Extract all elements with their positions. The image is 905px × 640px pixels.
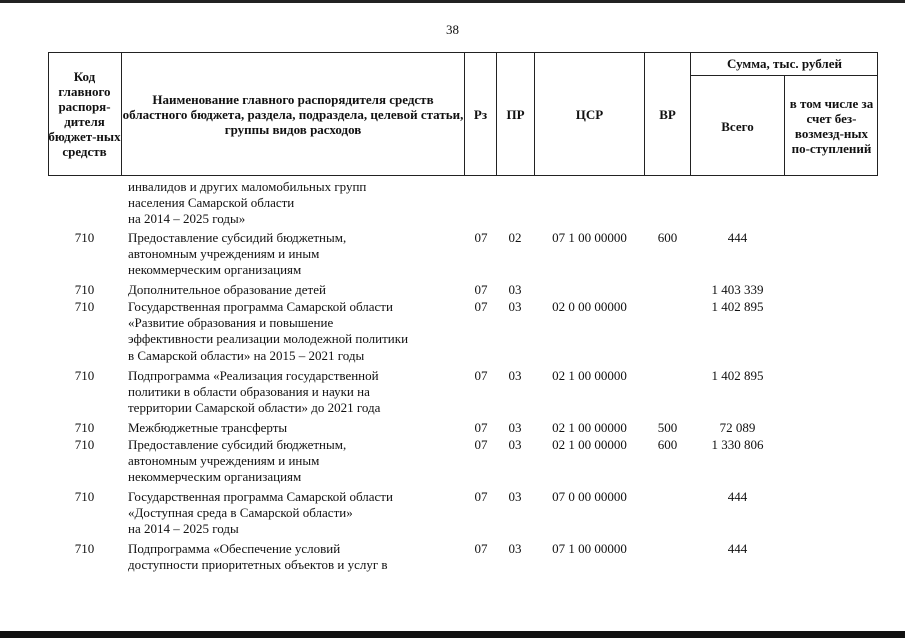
cell-rz: 07 — [474, 368, 488, 383]
cell-pr: 03 — [508, 368, 522, 383]
cell-name: Предоставление субсидий бюджетным, автономным учреждениям и иным некоммерческим организациям — [128, 437, 347, 485]
cell-name: Подпрограмма «Обеспечение условий доступности приоритетных объектов и услуг в — [128, 541, 388, 573]
cell-pr: 03 — [508, 299, 522, 314]
cell-csr: 02 0 00 00000 — [552, 299, 627, 314]
cell-rz: 07 — [474, 299, 488, 314]
cell-rz: 07 — [474, 282, 488, 297]
cell-rz: 07 — [474, 230, 488, 245]
cell-kod: 710 — [74, 368, 95, 383]
header-name: Наименование главного распорядителя средств областного бюджета, раздела, подраздела, целевой статьи, группы видов расходов — [122, 91, 464, 137]
cell-pr: 03 — [508, 282, 522, 297]
cell-vr: 500 — [657, 420, 678, 435]
cell-total: 444 — [727, 541, 748, 556]
cell-pr: 02 — [508, 230, 522, 245]
cell-kod: 710 — [74, 299, 95, 314]
cell-kod: 710 — [74, 489, 95, 504]
cell-vr: 600 — [657, 437, 678, 452]
cell-csr: 02 1 00 00000 — [552, 437, 627, 452]
page-number: 38 — [446, 22, 459, 37]
cell-rz: 07 — [474, 489, 488, 504]
cell-name: Предоставление субсидий бюджетным, автономным учреждениям и иным некоммерческим организациям — [128, 230, 347, 278]
cell-total: 72 089 — [719, 420, 756, 435]
cell-total: 1 330 806 — [711, 437, 764, 452]
header-pr: ПР — [506, 106, 525, 122]
cell-name: Подпрограмма «Реализация государственной политики в области образования и науки на территории Самарской области» до 2021 года — [128, 368, 381, 416]
cell-vr: 600 — [657, 230, 678, 245]
header-kod: Код главного распоря-дителя бюджет-ных средств — [48, 69, 121, 159]
cell-total: 1 402 895 — [711, 368, 764, 383]
cell-kod: 710 — [74, 437, 95, 452]
header-csr: ЦСР — [575, 106, 604, 122]
cell-rz: 07 — [474, 420, 488, 435]
cell-csr: 07 0 00 00000 — [552, 489, 627, 504]
cell-csr: 02 1 00 00000 — [552, 368, 627, 383]
cell-total: 1 402 895 — [711, 299, 764, 314]
header-vr: ВР — [659, 106, 676, 122]
cell-total: 444 — [727, 489, 748, 504]
cell-name: Межбюджетные трансферты — [128, 420, 288, 435]
top-edge — [0, 0, 905, 3]
header-including: в том числе за счет без-возмезд-ных по-ступлений — [789, 96, 874, 156]
cell-pr: 03 — [508, 489, 522, 504]
cell-pr: 03 — [508, 420, 522, 435]
cell-kod: 710 — [74, 541, 95, 556]
cell-total: 444 — [727, 230, 748, 245]
cell-name: Дополнительное образование детей — [128, 282, 326, 297]
cell-csr: 07 1 00 00000 — [552, 230, 627, 245]
cell-rz: 07 — [474, 437, 488, 452]
header-sum: Сумма, тыс. рублей — [727, 56, 842, 71]
cell-csr: 07 1 00 00000 — [552, 541, 627, 556]
cell-pr: 03 — [508, 437, 522, 452]
cell-rz: 07 — [474, 541, 488, 556]
cell-name: Государственная программа Самарской области «Доступная среда в Самарской области» на 2014 – 2025 годы — [128, 489, 393, 537]
cell-pr: 03 — [508, 541, 522, 556]
bottom-edge — [0, 631, 905, 638]
cell-kod: 710 — [74, 230, 95, 245]
header-total: Всего — [721, 118, 754, 134]
cell-name: Государственная программа Самарской области «Развитие образования и повышение эффективности реализации молодежной политики в Самарской области» на 2015 – 2021 годы — [128, 299, 409, 363]
cell-total: 1 403 339 — [711, 282, 764, 297]
cell-csr: 02 1 00 00000 — [552, 420, 627, 435]
cell-kod: 710 — [74, 282, 95, 297]
cell-name: инвалидов и других маломобильных групп населения Самарской области на 2014 – 2025 годы» — [128, 179, 367, 227]
header-rz: Рз — [473, 106, 488, 122]
cell-kod: 710 — [74, 420, 95, 435]
